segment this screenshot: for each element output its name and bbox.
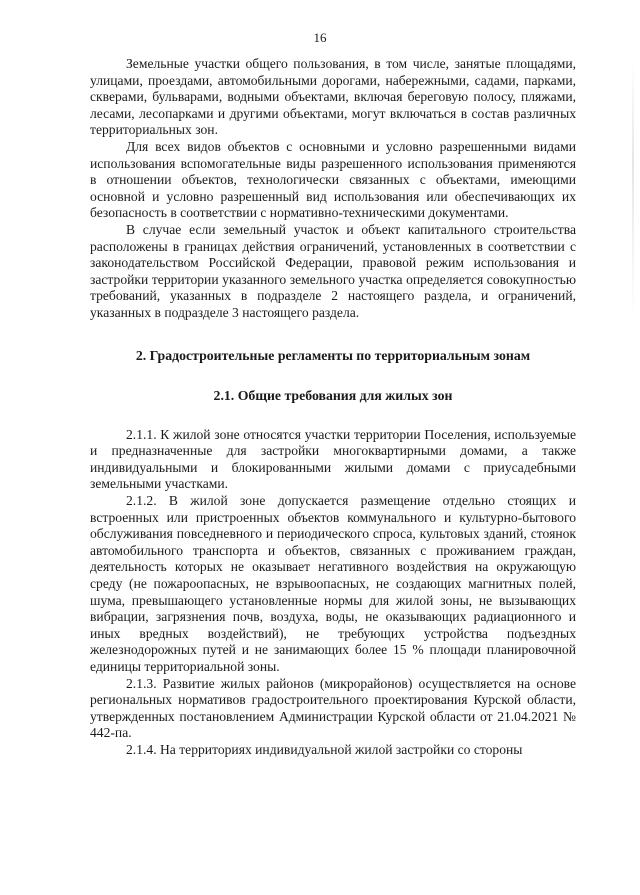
paragraph-restrictions: В случае если земельный участок и объект капитального строительства расположены в границах действия ограничений, установленных в соответствии с законодательством Российской Федерации, правовой режим использования и застройки территории указанного земельного участка определяется совокупностью требований, указанных в подразделе 2 настоящего раздела, и ограничений, указанных в подразделе 3 настоящего раздела. (90, 221, 576, 320)
paragraph-2-1-1: 2.1.1. К жилой зоне относятся участки территории Поселения, используемые и предназначенные для застройки многоквартирными домами, а также индивидуальными и блокированными жилыми домами с приусадебными земельными участками. (90, 426, 576, 492)
paragraph-public-land: Земельные участки общего пользования, в том числе, занятые площадями, улицами, проездами, автомобильными дорогами, набережными, садами, парками, скверами, бульварами, водными объектами, включая береговую полосу, пляжами, лесами, лесопарками и другими объектами, могут включаться в состав различных территориальных зон. (90, 56, 576, 138)
paragraph-2-1-2: 2.1.2. В жилой зоне допускается размещение отдельно стоящих и встроенных или пристроенных объектов коммунального и культурно-бытового обслуживания повседневного и периодического спроса, культовых зданий, стоянок автомобильного транспорта и объектов, связанных с проживанием граждан, деятельность которых не оказывает негативного воздействия на окружающую среду (не пожароопасных, не взрывоопасных, не создающих магнитных полей, шума, превышающего установленные нормы для жилой зоны, не вызывающих вибрации, загрязнения почв, воздуха, воды, не оказывающих радиационного и иных вредных воздействий), не требующих устройства подъездных железнодорожных путей и не занимающих более 15 % площади планировочной единицы территориальной зоны. (90, 493, 576, 674)
paragraph-2-1-3: 2.1.3. Развитие жилых районов (микрорайонов) осуществляется на основе региональных нормативов градостроительного проектирования Курской области, утвержденных постановлением Администрации Курской области от 21.04.2021 № 442-па. (90, 675, 576, 741)
section-heading: 2. Градостроительные регламенты по территориальным зонам (135, 347, 531, 363)
page-number: 16 (313, 30, 327, 45)
paragraph-2-1-4: 2.1.4. На территориях индивидуальной жилой застройки со стороны (126, 741, 523, 757)
subsection-heading: 2.1. Общие требования для жилых зон (213, 388, 453, 404)
scan-edge-shadow (632, 60, 634, 320)
document-body (90, 56, 576, 759)
paragraph-auxiliary-uses: Для всех видов объектов с основными и условно разрешенными видами использования вспомогательные виды разрешенного использования применяются в отношении объектов, технологически связанных с объектами, имеющими основной и условно разрешенный вид использования или обеспечивающих их безопасность в соответствии с нормативно-техническими документами. (90, 138, 576, 221)
